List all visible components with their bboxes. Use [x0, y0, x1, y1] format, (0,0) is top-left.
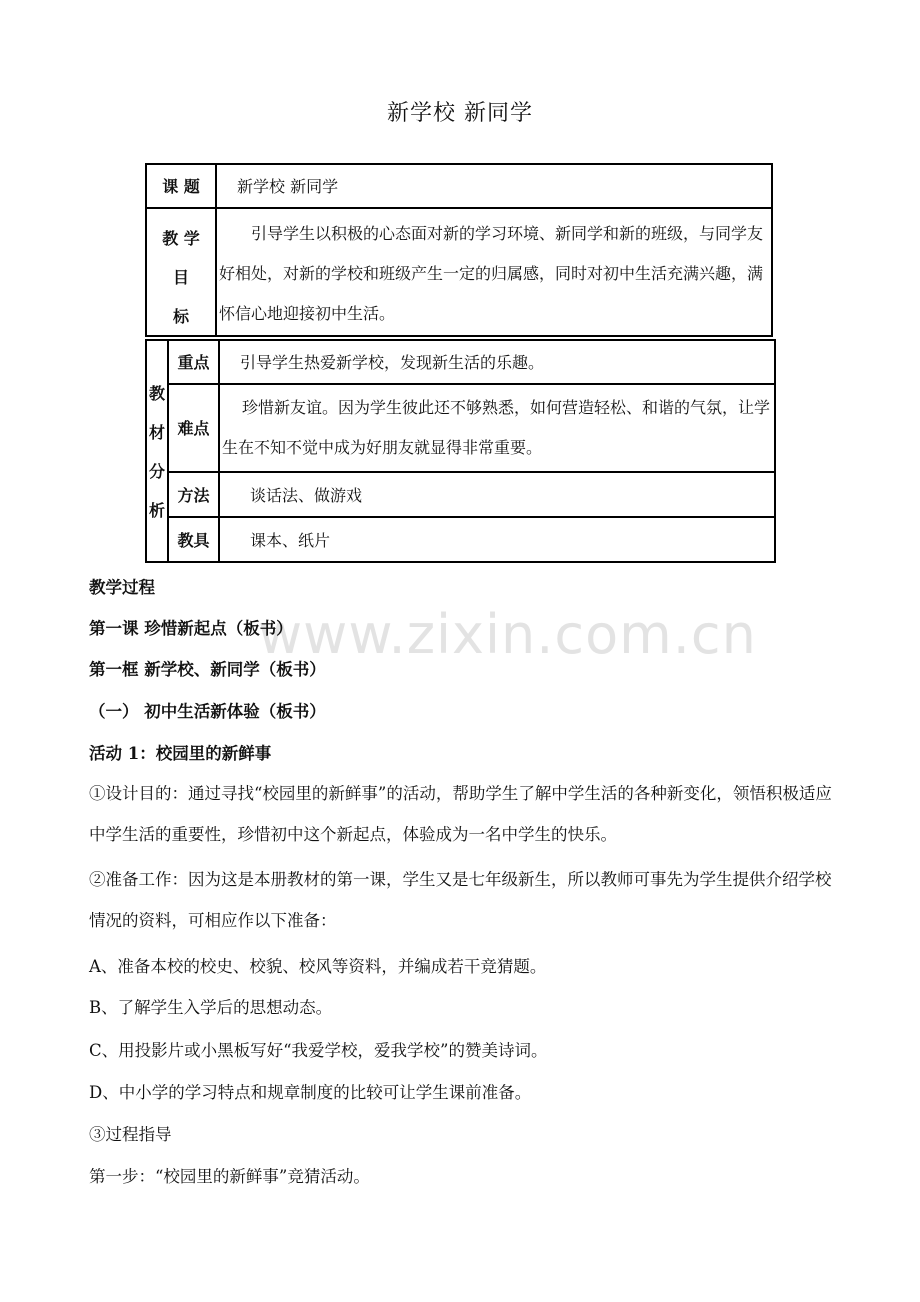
key-point-text: 引导学生热爱新学校，发现新生活的乐趣。 — [240, 353, 545, 372]
topic-label: 课 题 — [162, 177, 200, 196]
watermark: www.zixin.com.cn — [258, 603, 757, 666]
activity-heading: 活动 1：校园里的新鲜事 — [89, 744, 272, 763]
teaching-aids-label: 教具 — [177, 531, 210, 550]
frame-heading: 第一框 新学校、新同学（板书） — [89, 660, 326, 679]
prep-item: C、用投影片或小黑板写好“我爱学校，爱我学校”的赞美诗词。 — [89, 1041, 548, 1060]
analysis-group-label-cell — [145, 339, 169, 563]
process-guide-heading: ③过程指导 — [89, 1125, 172, 1144]
key-point-label-cell — [167, 339, 220, 385]
teaching-aids-text: 课本、纸片 — [250, 531, 331, 550]
method-text-cell — [218, 471, 776, 518]
difficulty-label-cell — [167, 383, 220, 473]
topic-value-cell — [215, 163, 773, 209]
section-heading: （一） 初中生活新体验（板书） — [89, 702, 326, 721]
goal-label-line: 目 — [172, 268, 189, 287]
design-purpose-paragraph: ①设计目的：通过寻找“校园里的新鲜事”的活动，帮助学生了解中学生活的各种新变化，领悟积极适应中学生活的重要性，珍惜初中这个新起点，体验成为一名中学生的快乐。 — [89, 784, 832, 844]
topic-label-cell — [145, 163, 217, 209]
process-heading: 教学过程 — [89, 578, 155, 597]
method-label: 方法 — [177, 486, 210, 505]
difficulty-label: 难点 — [177, 419, 210, 438]
page-title: 新学校 新同学 — [387, 101, 533, 126]
method-label-cell — [167, 471, 220, 518]
prep-item: A、准备本校的校史、校貌、校风等资料，并编成若干竞猜题。 — [89, 957, 547, 976]
prep-item: D、中小学的学习特点和规章制度的比较可让学生课前准备。 — [89, 1083, 532, 1102]
key-point-label: 重点 — [177, 353, 210, 372]
analysis-label-char: 分 — [148, 462, 165, 481]
step-one-text: 第一步：“校园里的新鲜事”竞猜活动。 — [89, 1167, 370, 1186]
goal-label-cell — [145, 207, 217, 337]
difficulty-text: 珍惜新友谊。因为学生彼此还不够熟悉，如何营造轻松、和谐的气氛，让学生在不知不觉中成为好朋友就显得非常重要。 — [222, 398, 771, 457]
goal-text: 引导学生以积极的心态面对新的学习环境、新同学和新的班级，与同学友好相处，对新的学校和班级产生一定的归属感，同时对初中生活充满兴趣，满怀信心地迎接初中生活。 — [219, 224, 764, 323]
analysis-label-char: 教 — [148, 384, 165, 403]
goal-label-line: 标 — [172, 307, 189, 326]
teaching-aids-label-cell — [167, 516, 220, 563]
goal-text-cell — [215, 207, 773, 337]
difficulty-text-cell — [218, 383, 776, 473]
preparation-paragraph: ②准备工作：因为这是本册教材的第一课，学生又是七年级新生，所以教师可事先为学生提供介绍学校情况的资料，可相应作以下准备： — [89, 870, 832, 930]
prep-item: B、了解学生入学后的思想动态。 — [89, 998, 333, 1017]
key-point-text-cell — [218, 339, 776, 385]
analysis-label-char: 材 — [148, 423, 165, 442]
topic-value: 新学校 新同学 — [237, 177, 339, 196]
lesson-heading: 第一课 珍惜新起点（板书） — [89, 619, 293, 638]
teaching-aids-text-cell — [218, 516, 776, 563]
goal-label-line: 教 学 — [162, 229, 200, 248]
method-text: 谈话法、做游戏 — [250, 486, 363, 505]
analysis-label-char: 析 — [148, 501, 165, 520]
